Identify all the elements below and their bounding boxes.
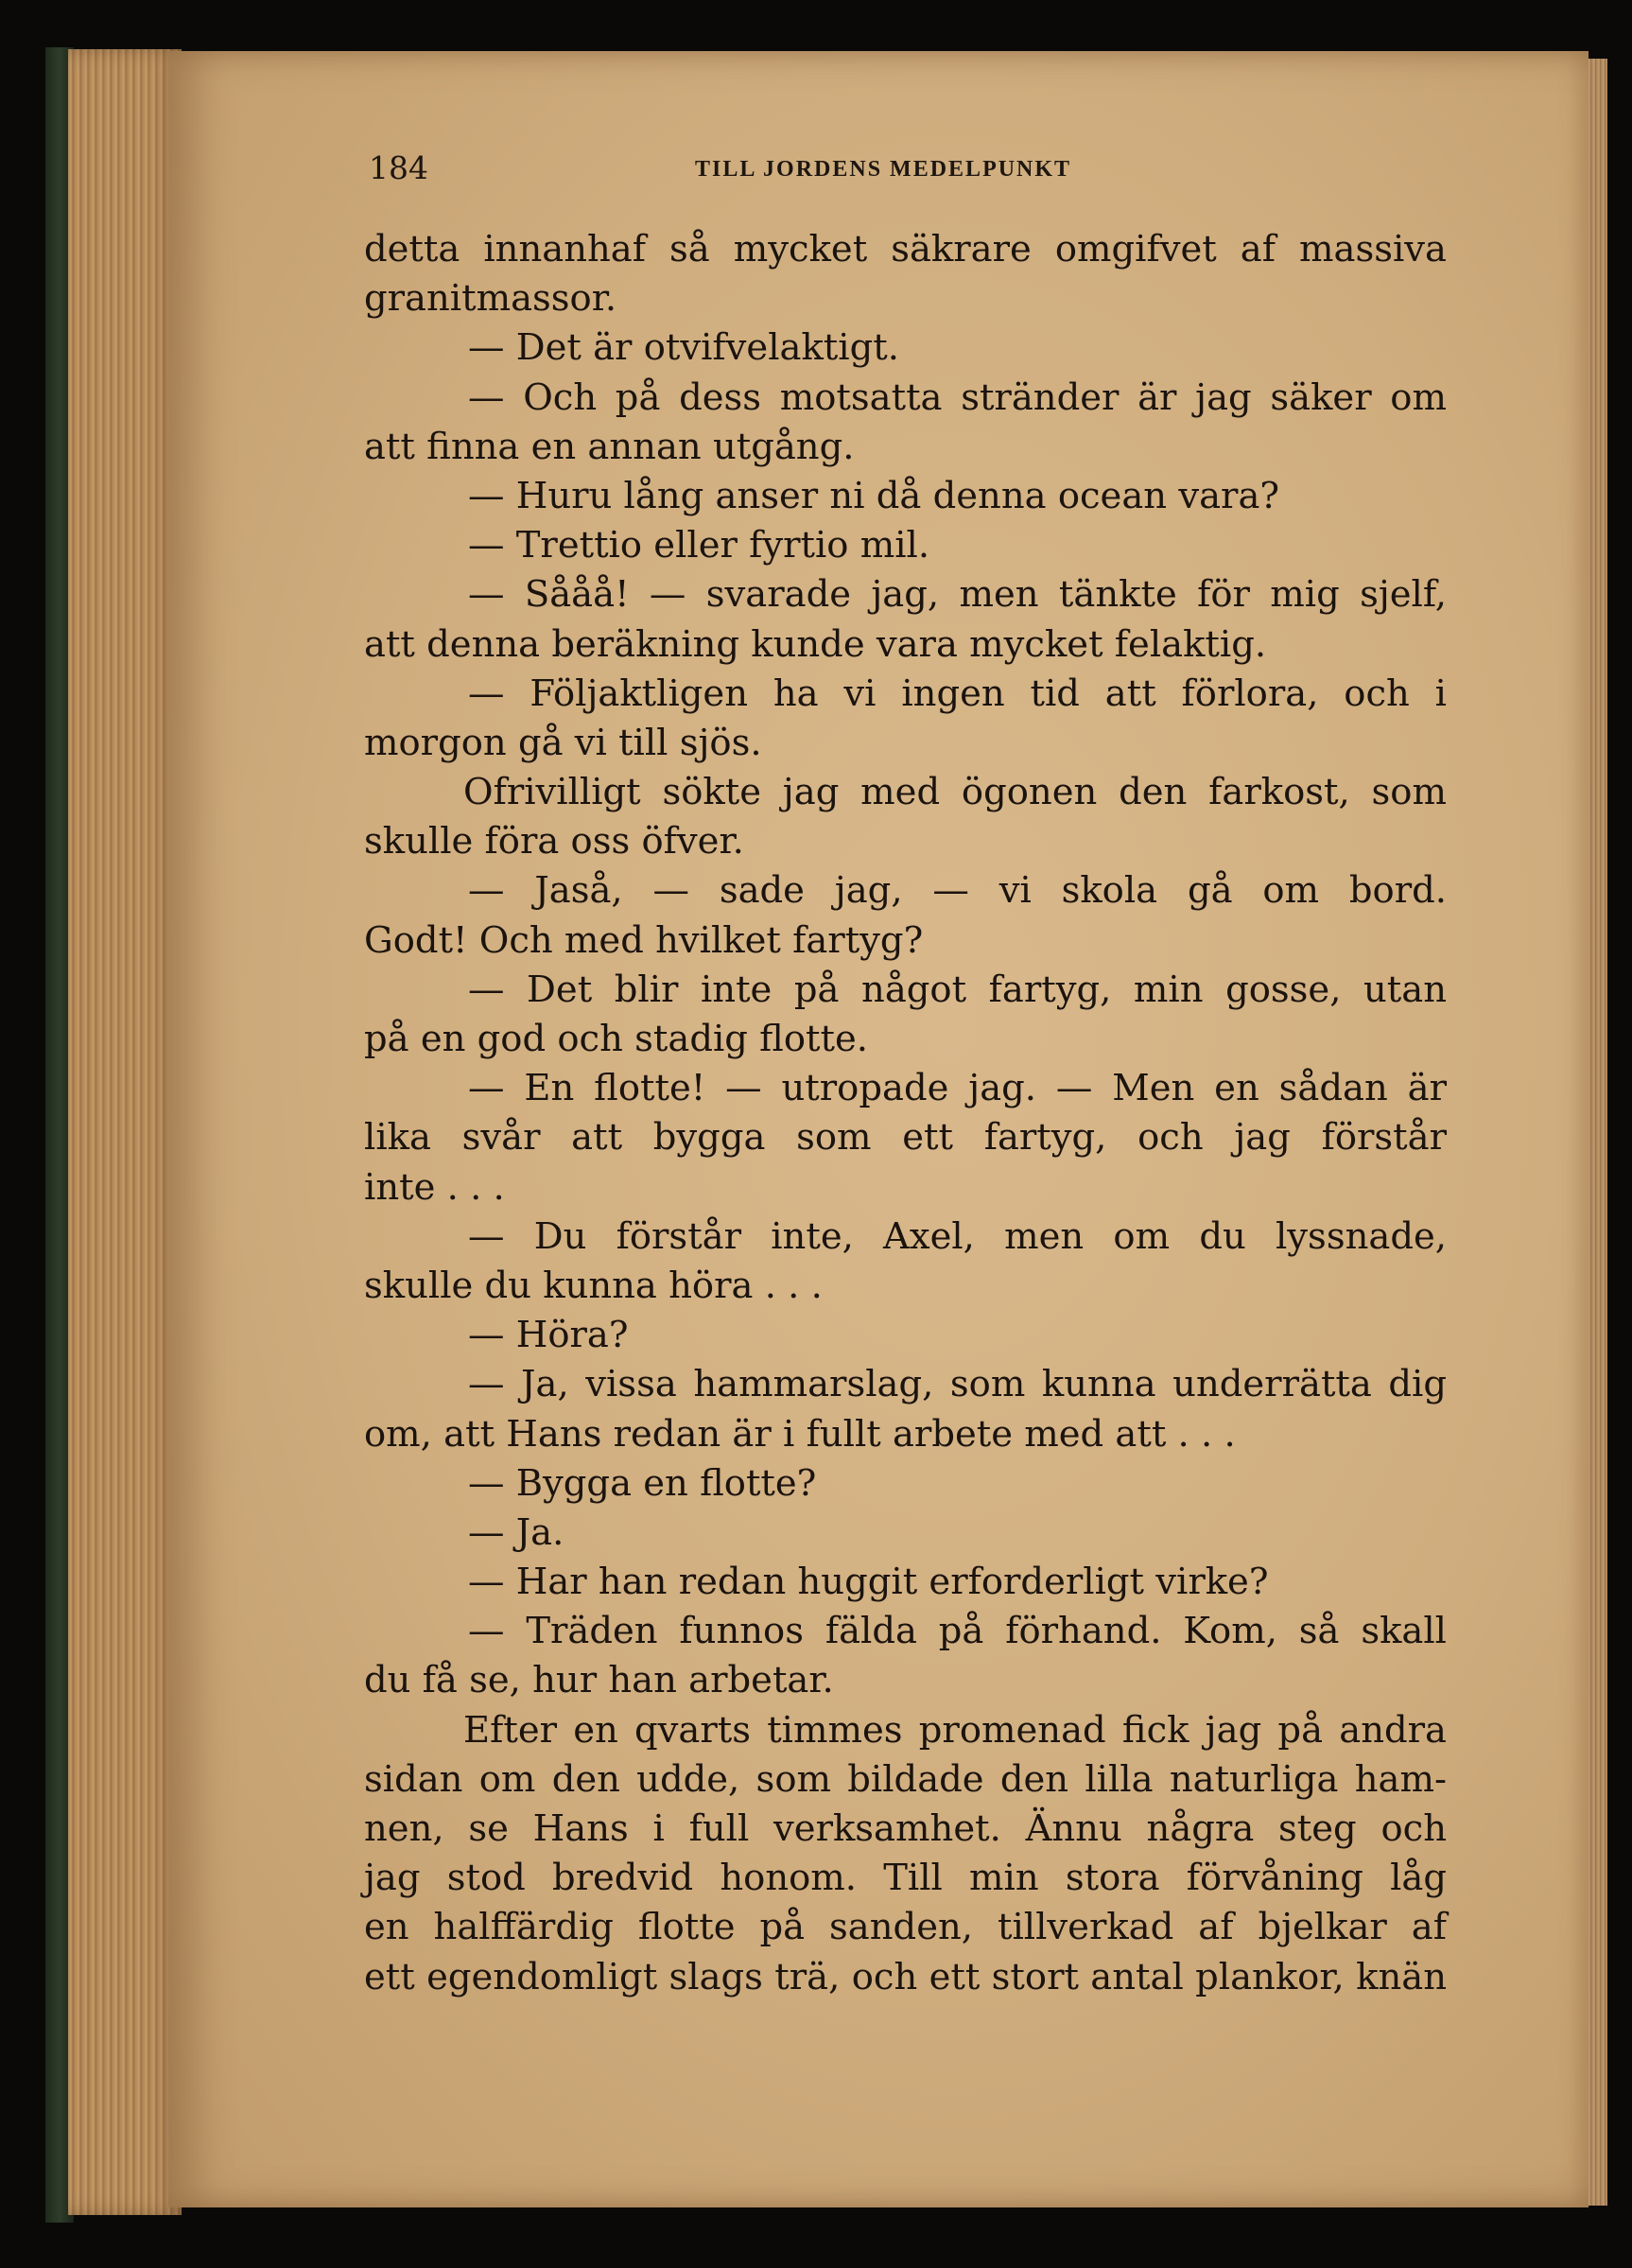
book-title: TILL JORDENS MEDELPUNKT [695, 157, 1072, 182]
text-line: — Ja, vissa hammarslag, som kunna underrätta dig [468, 1363, 1447, 1406]
text-line: morgon gå vi till sjös. [364, 721, 762, 764]
text-line: — Det är otvifvelaktigt. [468, 326, 899, 370]
text-line: — Följaktligen ha vi ingen tid att förlora, och i [468, 672, 1447, 715]
page-number: 184 [369, 149, 428, 186]
text-line: skulle föra oss öfver. [364, 820, 744, 864]
text-line: sidan om den udde, som bildade den lilla naturliga ham- [364, 1757, 1447, 1801]
text-line: en halffärdig flotte på sanden, tillverkad af bjelkar af [364, 1906, 1447, 1949]
page-edges-right [1587, 59, 1607, 2206]
text-line: ett egendomligt slags trä, och ett stort antal plankor, knän [364, 1955, 1447, 1998]
text-line: — Och på dess motsatta stränder är jag säker om [468, 375, 1447, 419]
text-line: — Bygga en flotte? [468, 1461, 817, 1505]
text-line: du få se, hur han arbetar. [364, 1659, 834, 1702]
text-line: Efter en qvarts timmes promenad fick jag på andra [463, 1708, 1447, 1752]
text-line: — Ja. [468, 1510, 564, 1554]
text-line: — Det blir inte på något fartyg, min gosse, utan [468, 968, 1447, 1011]
text-line: skulle du kunna höra . . . [364, 1264, 823, 1307]
text-line: — Har han redan huggit erforderligt virke? [468, 1561, 1269, 1604]
text-line: inte . . . [364, 1165, 505, 1209]
text-line: att denna beräkning kunde vara mycket felaktig. [364, 622, 1267, 666]
text-line: — En flotte! — utropade jag. — Men en sådan är [468, 1067, 1447, 1110]
text-line: — Trettio eller fyrtio mil. [468, 524, 930, 567]
text-line: Godt! Och med hvilket fartyg? [364, 918, 924, 962]
text-line: — Sååå! — svarade jag, men tänkte för mig sjelf, [468, 573, 1447, 617]
running-head [369, 149, 1466, 187]
text-line: att finna en annan utgång. [364, 425, 855, 468]
background-right [1607, 57, 1632, 2232]
text-line: granitmassor. [364, 277, 617, 321]
text-line: om, att Hans redan är i fullt arbete med att . . . [364, 1412, 1236, 1456]
text-line: detta innanhaf så mycket säkrare omgifvet af massiva [364, 228, 1447, 270]
text-line: — Huru lång anser ni då denna ocean vara? [468, 474, 1280, 517]
text-line: lika svår att bygga som ett fartyg, och jag förstår [364, 1116, 1447, 1160]
text-line: — Jaså, — sade jag, — vi skola gå om bord. [468, 869, 1447, 913]
body-text [364, 225, 1447, 2002]
text-line: — Träden funnos fälda på förhand. Kom, så skall [468, 1610, 1447, 1653]
text-line: — Höra? [468, 1314, 629, 1357]
page-edges-left [68, 49, 182, 2215]
text-line: på en god och stadig flotte. [364, 1018, 868, 1060]
text-line: jag stod bredvid honom. Till min stora förvåning låg [364, 1857, 1447, 1900]
text-line: nen, se Hans i full verksamhet. Ännu några steg och [364, 1807, 1447, 1850]
text-line: Ofrivilligt sökte jag med ögonen den farkost, som [463, 771, 1447, 814]
text-line: — Du förstår inte, Axel, men om du lyssnade, [468, 1214, 1447, 1258]
